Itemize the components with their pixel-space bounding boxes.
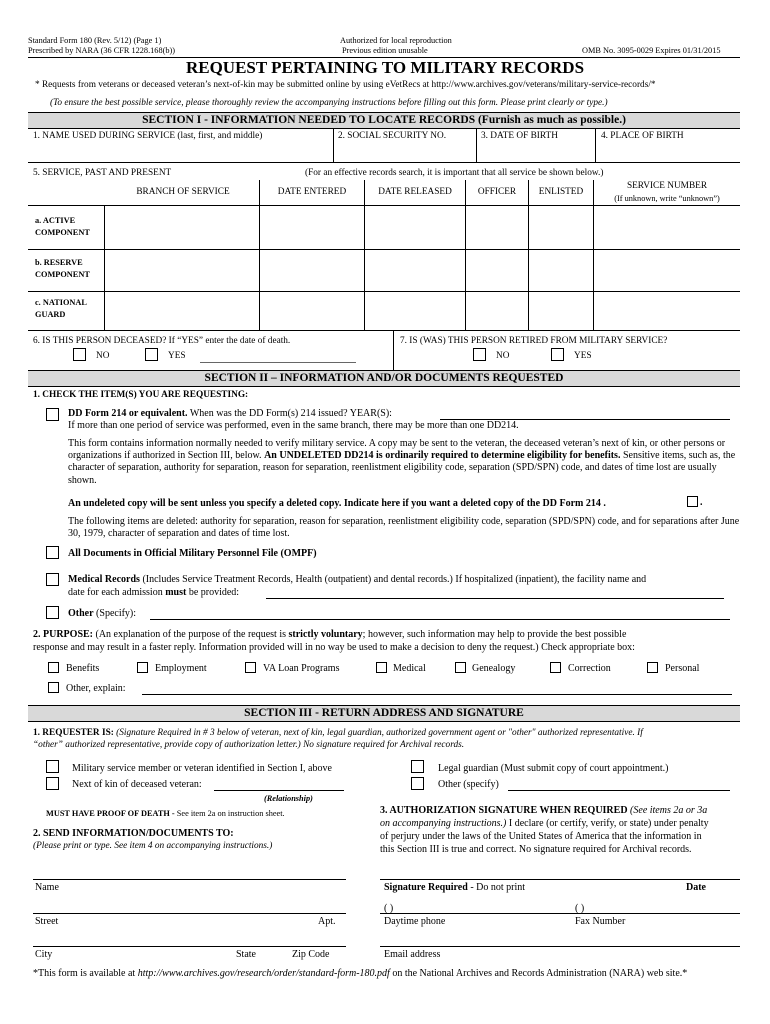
deceased-yes-label: YES xyxy=(168,351,186,361)
requester-line-1 xyxy=(33,728,643,738)
other-line xyxy=(68,608,136,619)
signature-label xyxy=(384,882,525,893)
purpose-num: 2. xyxy=(33,629,43,640)
page-title: REQUEST PERTAINING TO MILITARY RECORDS xyxy=(185,58,585,77)
auth-line-1 xyxy=(380,805,707,816)
ompf-checkbox[interactable] xyxy=(46,546,59,559)
zip-label: Zip Code xyxy=(292,949,330,960)
field-5-note: (For an effective records search, it is important that all service be shown below.) xyxy=(305,168,604,178)
apt-label: Apt. xyxy=(318,916,336,927)
divider xyxy=(364,180,365,330)
daytime-phone-paren: ( ) xyxy=(384,903,394,914)
auth-declare: I declare (or certify, verify, or state) under penalty xyxy=(506,818,709,829)
purpose-correction-label: Correction xyxy=(568,663,611,674)
divider xyxy=(28,249,740,250)
email-line[interactable] xyxy=(380,946,740,947)
auth-see: (See items 2a or 3a xyxy=(627,805,708,816)
row-guard-label-2: GUARD xyxy=(35,310,66,319)
row-reserve-label: b. RESERVE xyxy=(35,258,83,267)
purpose-genealogy-checkbox[interactable] xyxy=(455,662,466,673)
auth-line-2 xyxy=(380,818,709,829)
requester-nok-label: Next of kin of deceased veteran: xyxy=(72,779,202,790)
purpose-other-label: Other, explain: xyxy=(66,683,126,694)
purpose-other-input[interactable] xyxy=(142,694,732,695)
prescribed-by: Prescribed by NARA (36 CFR 1228.168(b)) xyxy=(28,46,176,55)
purpose-text-a: (An explanation of the purpose of the request is xyxy=(93,629,289,640)
field-6-label: 6. IS THIS PERSON DECEASED? If “YES” enter the date of death. xyxy=(33,336,291,346)
col-branch: BRANCH OF SERVICE xyxy=(136,187,230,197)
row-reserve-label-2: COMPONENT xyxy=(35,270,90,279)
divider xyxy=(28,162,740,163)
divider xyxy=(528,180,529,330)
col-service-number-note: (If unknown, write “unknown”) xyxy=(614,194,720,203)
phone-line[interactable] xyxy=(380,913,740,914)
undeleted-copy-line: An undeleted copy will be sent unless you specify a deleted copy. Indicate here if you want a deleted copy of the DD Form 214 . xyxy=(68,498,606,509)
purpose-benefits-label: Benefits xyxy=(66,663,100,674)
city-line[interactable] xyxy=(33,946,346,947)
dd214-checkbox[interactable] xyxy=(46,408,59,421)
section-1-header: SECTION I - INFORMATION NEEDED TO LOCATE RECORDS (Furnish as much as possible.) xyxy=(28,112,740,129)
auth-instructions: on accompanying instructions.) xyxy=(380,818,507,829)
other-specify: (Specify): xyxy=(93,608,137,619)
medical-line-2c: be provided: xyxy=(186,587,240,598)
footer-b: on the National Archives and Records Administration (NARA) web site.* xyxy=(389,968,688,979)
retired-yes-label: YES xyxy=(574,351,592,361)
medical-title: Medical Records xyxy=(68,574,140,585)
city-label: City xyxy=(35,949,53,960)
divider xyxy=(476,128,477,162)
undeleted-period: . xyxy=(700,497,703,508)
requester-other-input[interactable] xyxy=(508,790,730,791)
requester-guardian-label: Legal guardian (Must submit copy of court appointment.) xyxy=(438,763,669,774)
footer-note xyxy=(33,968,687,979)
send-to-heading: 2. SEND INFORMATION/DOCUMENTS TO: xyxy=(33,828,234,839)
requester-note: (Signature Required in # 3 below of veteran, next of kin, legal guardian, authorized government agent or "other" authorized representative. If xyxy=(113,728,643,738)
requester-guardian-checkbox[interactable] xyxy=(411,760,424,773)
instructions-note: (To ensure the best possible service, please thoroughly review the accompanying instructions before filling out this form. Please print clearly or type.) xyxy=(50,98,608,108)
requester-line-2: “other” authorized representative, provide copy of authorization letter.) No signature required for Archival records. xyxy=(33,740,465,750)
field-7-label: 7. IS (WAS) THIS PERSON RETIRED FROM MILITARY SERVICE? xyxy=(400,336,668,346)
dd214-paragraph xyxy=(68,438,740,487)
retired-no-label: NO xyxy=(496,351,510,361)
other-specify-input[interactable] xyxy=(150,619,730,620)
purpose-voluntary: strictly voluntary xyxy=(288,629,363,640)
deceased-yes-checkbox[interactable] xyxy=(145,348,158,361)
relationship-input[interactable] xyxy=(214,790,344,791)
requester-member-label: Military service member or veteran identified in Section I, above xyxy=(72,763,332,774)
medical-line-2a: date for each admission xyxy=(68,587,166,598)
requester-title: 1. REQUESTER IS: xyxy=(33,728,114,738)
signature-no-print: - Do not print xyxy=(467,882,526,893)
divider xyxy=(28,291,740,292)
name-label: Name xyxy=(35,882,59,893)
death-date-input[interactable] xyxy=(200,362,356,363)
omb-number: OMB No. 3095-0029 Expires 01/31/2015 xyxy=(582,46,721,55)
fax-paren: ( ) xyxy=(575,903,585,914)
divider xyxy=(593,180,594,330)
email-label: Email address xyxy=(384,949,441,960)
dob-input[interactable] xyxy=(479,144,593,160)
deceased-no-checkbox[interactable] xyxy=(73,348,86,361)
purpose-personal-checkbox[interactable] xyxy=(647,662,658,673)
dd214-line xyxy=(68,408,392,419)
dd214-para-a: This form contains information normally needed to verify military service. A copy may be sent to the veteran, the deceased veteran’s next of kin, or other persons or organizations if authorized in Section III, below. xyxy=(68,438,726,462)
fax-label: Fax Number xyxy=(575,916,626,927)
ssn-input[interactable] xyxy=(336,144,474,160)
col-enlisted: ENLISTED xyxy=(538,187,584,197)
deleted-copy-checkbox[interactable] xyxy=(687,496,698,507)
purpose-line-1 xyxy=(33,629,626,640)
relationship-caption: (Relationship) xyxy=(264,794,313,803)
footer-a: *This form is available at xyxy=(33,968,138,979)
send-to-note: (Please print or type. See item 4 on accompanying instructions.) xyxy=(33,841,273,851)
evetrecs-note: * Requests from veterans or deceased veteran’s next-of-kin may be submitted online by using eVetRecs at http://www.archives.gov/veterans/military-service-records/* xyxy=(35,80,656,90)
section-3-header: SECTION III - RETURN ADDRESS AND SIGNATURE xyxy=(28,705,740,722)
deleted-items-paragraph: The following items are deleted: authority for separation, reason for separation, reenlistment eligibility code, separation (SPD/SPN) code, and for separations after June 30, 1979, character of separation and dates of time lost. xyxy=(68,516,740,540)
deceased-no-label: NO xyxy=(96,351,110,361)
divider xyxy=(333,128,334,162)
col-service-number: SERVICE NUMBER xyxy=(626,181,708,191)
field-5-label: 5. SERVICE, PAST AND PRESENT xyxy=(33,168,172,178)
divider xyxy=(28,330,740,331)
form-id: Standard Form 180 (Rev. 5/12) (Page 1) xyxy=(28,36,162,45)
divider xyxy=(28,205,740,206)
daytime-phone-label: Daytime phone xyxy=(384,916,446,927)
purpose-genealogy-label: Genealogy xyxy=(472,663,516,674)
requester-other-checkbox[interactable] xyxy=(411,777,424,790)
purpose-va-loan-checkbox[interactable] xyxy=(245,662,256,673)
proof-of-death xyxy=(46,809,285,818)
row-active-label: a. ACTIVE xyxy=(35,216,76,225)
proof-of-death-title: MUST HAVE PROOF OF DEATH - xyxy=(46,809,177,818)
requester-member-checkbox[interactable] xyxy=(46,760,59,773)
purpose-line-2: response and may result in a faster reply. Information provided will in no way be used to make a decision to deny the request.) Check appropriate box: xyxy=(33,642,635,653)
divider xyxy=(393,330,394,370)
purpose-employment-label: Employment xyxy=(155,663,207,674)
check-items-heading: 1. CHECK THE ITEM(S) YOU ARE REQUESTING: xyxy=(33,390,249,400)
auth-line-4: this Section III is true and correct. No signature required for Archival records. xyxy=(380,844,692,855)
divider xyxy=(104,205,105,330)
signature-required: Signature Required xyxy=(384,882,468,893)
divider xyxy=(595,128,596,162)
medical-facility-input[interactable] xyxy=(266,598,724,599)
purpose-text-c: ; however, such information may help to provide the best possible xyxy=(362,629,627,640)
col-officer: OFFICER xyxy=(477,187,517,197)
requester-nok-checkbox[interactable] xyxy=(46,777,59,790)
name-line[interactable] xyxy=(33,879,346,880)
auth-title: 3. AUTHORIZATION SIGNATURE WHEN REQUIRED xyxy=(380,805,628,816)
col-date-released: DATE RELEASED xyxy=(378,187,452,197)
medical-text: (Includes Service Treatment Records, Health (outpatient) and dental records.) If hospitalized (inpatient), the facility name and xyxy=(139,574,647,585)
purpose-benefits-checkbox[interactable] xyxy=(48,662,59,673)
purpose-other-checkbox[interactable] xyxy=(48,682,59,693)
name-input[interactable] xyxy=(30,144,330,160)
state-label: State xyxy=(236,949,256,960)
dd214-para-b: An UNDELETED DD214 is ordinarily required to determine eligibility for benefits. xyxy=(264,450,621,462)
dd214-more-text: If more than one period of service was performed, even in the same branch, there may be more than one DD214. xyxy=(68,420,519,431)
medical-must: must xyxy=(165,587,187,598)
street-line[interactable] xyxy=(33,913,346,914)
retired-no-checkbox[interactable] xyxy=(473,348,486,361)
previous-edition-note: Previous edition unusable xyxy=(342,46,428,55)
purpose-medical-checkbox[interactable] xyxy=(376,662,387,673)
dd214-para-c: Sensitive items, such as, the character of separation, authority for separation, reason for separation, reenlistment eligibility code, separation (SPD/SPN) code, and dates of time lost are usually shown. xyxy=(68,450,736,486)
other-checkbox[interactable] xyxy=(46,606,59,619)
col-date-entered: DATE ENTERED xyxy=(277,187,347,197)
field-2-label: 2. SOCIAL SECURITY NO. xyxy=(338,131,447,141)
retired-yes-checkbox[interactable] xyxy=(551,348,564,361)
dd214-title: DD Form 214 or equivalent. xyxy=(68,408,188,419)
pob-input[interactable] xyxy=(598,144,738,160)
street-label: Street xyxy=(35,916,59,927)
purpose-correction-checkbox[interactable] xyxy=(550,662,561,673)
medical-checkbox[interactable] xyxy=(46,573,59,586)
footer-url[interactable]: http://www.archives.gov/research/order/standard-form-180.pdf xyxy=(137,968,390,979)
date-label: Date xyxy=(686,882,706,893)
other-title: Other xyxy=(68,608,94,619)
purpose-employment-checkbox[interactable] xyxy=(137,662,148,673)
signature-line[interactable] xyxy=(380,879,740,880)
divider xyxy=(465,180,466,330)
ompf-label: All Documents in Official Military Personnel File (OMPF) xyxy=(68,548,317,559)
field-4-label: 4. PLACE OF BIRTH xyxy=(601,131,684,141)
row-active-label-2: COMPONENT xyxy=(35,228,90,237)
requester-other-label: Other (specify) xyxy=(438,779,499,790)
proof-of-death-text: See item 2a on instruction sheet. xyxy=(176,809,285,818)
medical-line xyxy=(68,574,646,585)
purpose-va-loan-label: VA Loan Programs xyxy=(263,663,340,674)
auth-line-3: of perjury under the laws of the United States of America that the information in xyxy=(380,831,702,842)
purpose-medical-label: Medical xyxy=(393,663,426,674)
row-guard-label: c. NATIONAL xyxy=(35,298,87,307)
authorized-note: Authorized for local reproduction xyxy=(340,36,452,45)
medical-line-2 xyxy=(68,587,239,598)
section-2-header: SECTION II – INFORMATION AND/OR DOCUMENTS REQUESTED xyxy=(28,370,740,387)
dd214-question: When was the DD Form(s) 214 issued? YEAR(S): xyxy=(187,408,392,419)
purpose-personal-label: Personal xyxy=(665,663,700,674)
field-3-label: 3. DATE OF BIRTH xyxy=(481,131,558,141)
purpose-title: PURPOSE: xyxy=(43,629,93,640)
divider xyxy=(259,180,260,330)
field-1-label: 1. NAME USED DURING SERVICE (last, first, and middle) xyxy=(33,131,263,141)
